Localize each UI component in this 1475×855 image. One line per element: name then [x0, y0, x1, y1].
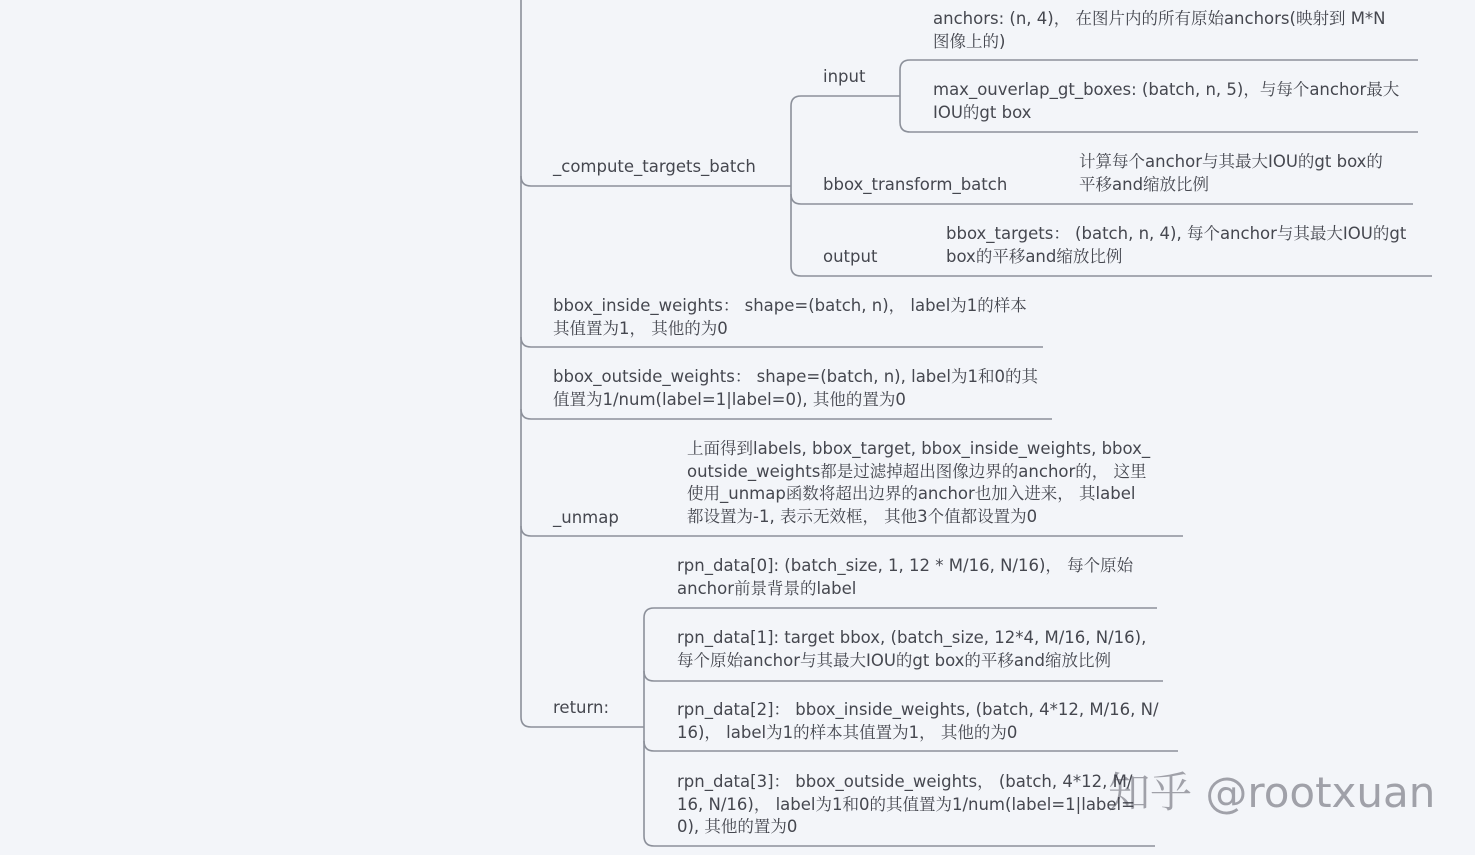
node-anchors[interactable]	[933, 8, 1386, 53]
node-text-line: outside_weights都是过滤掉超出图像边界的anchor的， 这里	[687, 461, 1147, 481]
node-text-line: 值置为1/num(label=1|label=0), 其他的置为0	[553, 389, 906, 409]
node-return[interactable]: return:	[553, 698, 610, 717]
node-unmap[interactable]: _unmap	[553, 508, 619, 527]
node-text-line: bbox_inside_weights： shape=(batch, n)， label为1的样本	[553, 296, 1027, 315]
node-bbox-inside-weights[interactable]	[553, 295, 1027, 340]
node-text-line: 16, N/16)， label为1和0的其值置为1/num(label=1|label=	[677, 794, 1135, 814]
node-text-line: 16)， label为1的样本其值置为1， 其他的为0	[677, 722, 1018, 742]
node-text-line: bbox_outside_weights： shape=(batch, n), label为1和0的其	[553, 367, 1039, 386]
node-bbox-outside-weights[interactable]	[553, 366, 1038, 411]
node-text-line: 使用_unmap函数将超出边界的anchor也加入进来， 其label	[687, 484, 1136, 503]
zhihu-watermark: 知乎 @rootxuan	[1108, 768, 1436, 817]
node-bbox-transform-batch[interactable]: bbox_transform_batch	[823, 175, 1008, 194]
node-text-line: anchor前景背景的label	[677, 578, 857, 598]
node-text-line: 上面得到labels, bbox_target, bbox_inside_weights, bbox_	[687, 439, 1151, 458]
node-bbox-targets[interactable]	[946, 223, 1406, 268]
node-bbox-transform-desc[interactable]	[1079, 151, 1383, 196]
node-text-line: 其值置为1， 其他的为0	[553, 318, 728, 338]
node-rpn-data-0[interactable]	[677, 555, 1133, 600]
node-text-line: 都设置为-1, 表示无效框， 其他3个值都设置为0	[687, 506, 1038, 526]
node-text-line: 计算每个anchor与其最大IOU的gt box的	[1079, 152, 1383, 171]
node-text-line: bbox_targets： (batch, n, 4), 每个anchor与其最大IOU的gt	[946, 224, 1407, 243]
main-trunk	[521, 0, 531, 727]
node-text-line: 0), 其他的置为0	[677, 817, 798, 836]
node-text-line: anchors: (n, 4)， 在图片内的所有原始anchors(映射到 M*N	[933, 9, 1386, 28]
node-text-line: rpn_data[3]： bbox_outside_weights， (batch, 4*12, M/	[677, 772, 1133, 791]
node-text-line: 平移and缩放比例	[1079, 174, 1210, 194]
node-text-line: rpn_data[0]: (batch_size, 1, 12 * M/16, N/16)， 每个原始	[677, 556, 1134, 575]
node-text-line: 图像上的)	[933, 31, 1006, 51]
node-text-line: rpn_data[1]: target bbox, (batch_size, 12*4, M/16, N/16),	[677, 628, 1147, 647]
node-compute-targets-batch[interactable]: _compute_targets_batch	[553, 157, 756, 176]
node-text-line: rpn_data[2]： bbox_inside_weights, (batch, 4*12, M/16, N/	[677, 700, 1159, 719]
node-unmap-desc[interactable]	[687, 438, 1150, 528]
node-rpn-data-2[interactable]	[677, 699, 1159, 744]
node-text-line: IOU的gt box	[933, 102, 1032, 122]
node-output[interactable]: output	[823, 247, 878, 266]
node-rpn-data-1[interactable]	[677, 627, 1146, 672]
node-input[interactable]: input	[823, 67, 866, 86]
node-text-line: max_ouverlap_gt_boxes: (batch, n, 5)，与每个anchor最大	[933, 80, 1400, 99]
node-rpn-data-3[interactable]	[677, 771, 1135, 839]
node-text-line: 每个原始anchor与其最大IOU的gt box的平移and缩放比例	[677, 650, 1111, 670]
node-max-overlap-gt-boxes[interactable]	[933, 79, 1399, 124]
node-text-line: box的平移and缩放比例	[946, 246, 1123, 266]
